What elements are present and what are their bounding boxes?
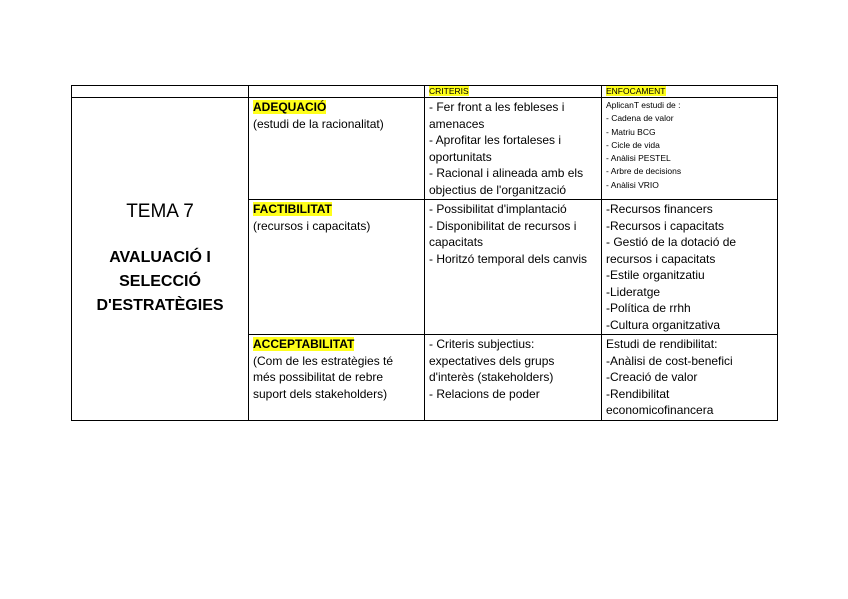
header-criteris: CRITERIS — [429, 86, 469, 96]
list-item: - Criteris subjectius: — [429, 337, 535, 351]
evaluation-table — [71, 85, 778, 421]
enfocament-cell-acceptabilitat — [602, 335, 778, 421]
label-cell-adequacio — [249, 98, 425, 200]
list-item: - Matriu BCG — [606, 126, 656, 137]
table-row-adequacio — [72, 98, 778, 200]
header-cell-empty-2 — [249, 86, 425, 98]
row-sublabel: suport dels stakeholders) — [253, 386, 388, 401]
list-item: -Lideratge — [606, 284, 661, 299]
list-item: - Arbre de decisions — [606, 166, 682, 177]
list-item: - Relacions de poder — [429, 386, 540, 401]
criteris-cell-factibilitat — [425, 200, 602, 335]
row-label: ACCEPTABILITAT — [253, 337, 355, 351]
label-cell-factibilitat — [249, 200, 425, 335]
list-item: - Cadena de valor — [606, 113, 674, 124]
list-item: - Aprofitar les fortaleses i — [429, 133, 562, 147]
list-item: - Anàlisi PESTEL — [606, 153, 671, 164]
list-item: - Fer front a les febleses i — [429, 100, 565, 114]
row-sublabel: (recursos i capacitats) — [253, 218, 371, 233]
enfocament-cell-factibilitat — [602, 200, 778, 335]
tema-number: TEMA 7 — [126, 201, 194, 222]
criteris-cell-acceptabilitat — [425, 335, 602, 421]
list-item: -Cultura organitzativa — [606, 317, 721, 332]
criteris-cell-adequacio — [425, 98, 602, 200]
list-item: objectius de l'organització — [429, 182, 567, 197]
list-item: -Creació de valor — [606, 370, 698, 384]
enfocament-cell-adequacio — [602, 98, 778, 200]
list-item: -Política de rrhh — [606, 301, 691, 315]
list-item: - Possibilitat d'implantació — [429, 202, 567, 216]
list-item: -Recursos financers — [606, 202, 713, 216]
list-item: - Gestió de la dotació de — [606, 235, 737, 249]
list-item: AplicanT estudi de : — [606, 100, 681, 110]
tema-cell — [72, 98, 249, 421]
row-label: FACTIBILITAT — [253, 202, 332, 216]
label-cell-acceptabilitat — [249, 335, 425, 421]
header-cell-empty-1 — [72, 86, 249, 98]
list-item: -Rendibilitat — [606, 386, 670, 401]
header-cell-criteris — [425, 86, 602, 98]
list-item: Estudi de rendibilitat: — [606, 337, 718, 351]
list-item: recursos i capacitats — [606, 251, 716, 266]
row-sublabel: (Com de les estratègies té — [253, 353, 394, 368]
list-item: expectatives dels grups — [429, 353, 555, 368]
list-item: -Recursos i capacitats — [606, 218, 725, 233]
list-item: amenaces — [429, 116, 485, 131]
list-item: -Estile organitzatiu — [606, 268, 705, 282]
list-item: economicofinancera — [606, 403, 714, 417]
list-item: - Cicle de vida — [606, 139, 660, 150]
list-item: -Anàlisi de cost-benefici — [606, 353, 733, 368]
list-item: d'interès (stakeholders) — [429, 370, 554, 384]
header-cell-enfocament — [602, 86, 778, 98]
list-item: - Horitzó temporal dels canvis — [429, 251, 588, 266]
list-item: oportunitats — [429, 149, 492, 164]
row-sublabel: (estudi de la racionalitat) — [253, 116, 384, 131]
row-sublabel: més possibilitat de rebre — [253, 370, 384, 384]
table-header-row — [72, 86, 778, 98]
list-item: - Anàlisi VRIO — [606, 179, 659, 190]
list-item: - Disponibilitat de recursos i — [429, 218, 577, 233]
row-label: ADEQUACIÓ — [253, 100, 327, 114]
list-item: capacitats — [429, 235, 484, 249]
header-enfocament: ENFOCAMENT — [606, 86, 666, 96]
tema-title: AVALUACIÓ I SELECCIÓ D'ESTRATÈGIES — [96, 249, 224, 314]
list-item: - Racional i alineada amb els — [429, 166, 584, 180]
